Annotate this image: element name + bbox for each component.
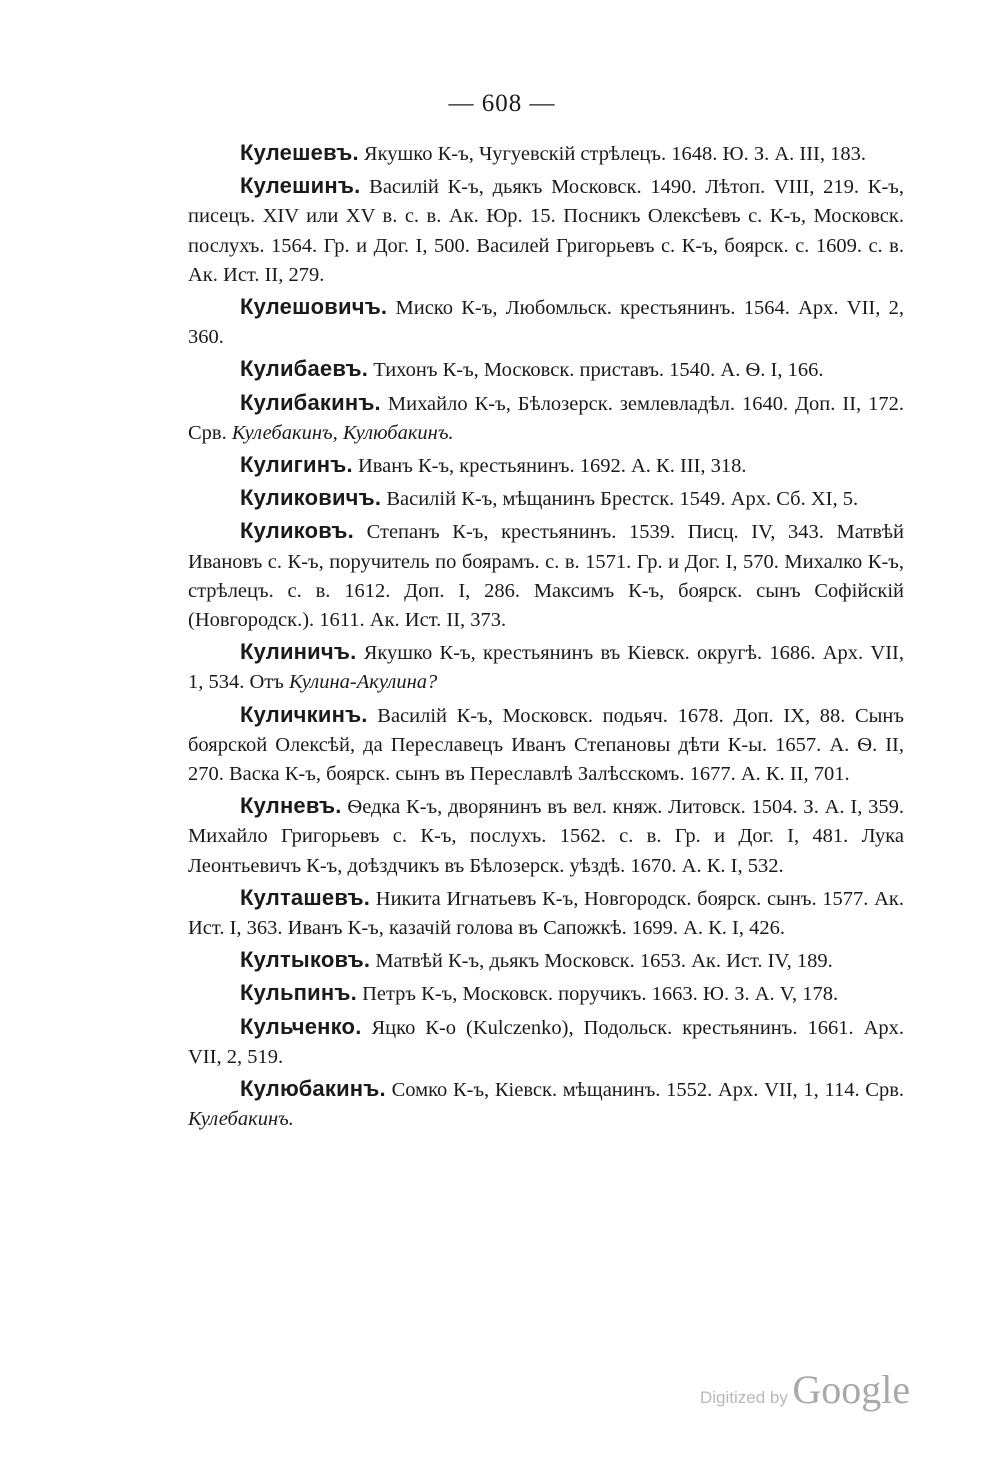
headword: Култыковъ. [240,947,371,973]
headword: Куликовичъ. [240,485,382,511]
cross-reference: Кулебакинъ, Кулюбакинъ. [231,421,454,444]
dictionary-entries [188,138,904,1137]
headword: Кулешевъ. [240,140,359,165]
headword: Кулешовичъ. [240,294,388,320]
entry [188,700,904,790]
entry-text: Тихонъ К-ъ, Московск. приставъ. 1540. А. Ѳ. I, 166. [373,359,824,382]
entry-text: Ѳедка К-ъ, дворянинъ въ вел. княж. Литовск. 1504. З. А. I, 359. Михайло Григорьевъ с. К-ъ, послухъ. 1562. с. в. Гр. и Дог. I, 481. Лука Леонтьевичъ К-ъ, доѣздчикъ въ Бѣлозерск. уѣздѣ. 1670. А. К. I, 532. [188,796,904,877]
entry [188,1074,904,1134]
entry-text: Петръ К-ъ, Московск. поручикъ. 1663. Ю. З. А. V, 178. [362,983,839,1006]
entry-text: Якушко К-ъ, крестьянинъ въ Кіевск. округѣ. 1686. Арх. VII, 1, 534. Отъ [188,642,905,694]
headword: Кулибаевъ. [240,356,369,382]
digitized-by-google-watermark [700,1366,910,1416]
entry-text: Василій К-ъ, мѣщанинъ Брестск. 1549. Арх. Сб. XI, 5. [386,488,859,511]
headword: Кулигинъ. [240,452,353,478]
entry [188,637,904,697]
entry [188,978,904,1009]
entry [188,516,904,635]
entry [188,450,904,481]
entry-text: Якушко К-ъ, Чугуевскій стрѣлецъ. 1648. Ю. З. А. III, 183. [363,143,867,165]
entry-text: Степанъ К-ъ, крестьянинъ. 1539. Писц. IV, 343. Матвѣй Ивановъ с. К-ъ, поручитель по боярамъ. с. в. 1571. Гр. и Дог. I, 570. Михалко К-ъ, стрѣлецъ. с. в. 1612. Доп. I, 286. Максимъ К-ъ, боярск. сынъ Софійскій (Новгородск.). 1611. Ак. Ист. II, 373. [188,521,904,632]
entry [188,354,904,385]
entry-text: Сомко К-ъ, Кіевск. мѣщанинъ. 1552. Арх. VII, 1, 114. Срв. [391,1079,905,1102]
headword: Кулешинъ. [240,173,361,199]
entry [188,791,904,881]
entry [188,483,904,514]
entry-text: Михайло К-ъ, Бѣлозерск. землевладѣл. 1640. Доп. II, 172. Срв. [188,392,905,444]
headword: Куличкинъ. [240,701,368,727]
entry-text: Никита Игнатьевъ К-ъ, Новгородск. боярск. сынъ. 1577. Ак. Ист. I, 363. Иванъ К-ъ, казачій голова въ Сапожкѣ. 1699. А. К. I, 426. [188,887,904,940]
entry-text: Яцко К-о (Kulczenko), Подольск. крестьянинъ. 1661. Арх. VII, 2, 519. [188,1016,905,1068]
entry-text: Василій К-ъ, дьякъ Московск. 1490. Лѣтоп. VIII, 219. К-ъ, писецъ. XIV или XV в. с. в. Ак. Юр. 15. Посникъ Олексѣевъ с. К-ъ, Московск. послухъ. 1564. Гр. и Дог. I, 500. Василей Григорьевъ с. К-ъ, боярск. с. 1609. с. в. Ак. Ист. II, 279. [188,176,904,286]
watermark-prefix: Digitized by [700,1388,788,1407]
entry [188,945,904,976]
headword: Кулюбакинъ. [240,1076,386,1102]
headword: Кулибакинъ. [240,389,381,415]
headword: Кулневъ. [240,793,342,819]
headword: Кульпинъ. [240,980,357,1006]
entry [188,388,904,448]
entry [188,883,904,943]
entry [188,292,904,352]
entry-text: Миско К-ъ, Любомльск. крестьянинъ. 1564. Арх. VII, 2, 360. [188,297,904,349]
entry [188,1012,904,1072]
headword: Кульченко. [240,1013,362,1039]
headword: Куликовъ. [240,518,354,544]
cross-reference: Кулина-Акулина? [289,671,438,694]
headword: Кулиничъ. [240,639,357,665]
page-number: — 608 — [448,90,556,117]
entry-text: Василій К-ъ, Московск. подьяч. 1678. Доп. IX, 88. Сынъ боярской Олексѣй, да Переславецъ Иванъ Степановы дѣти К-ы. 1657. А. Ѳ. II, 270. Васка К-ъ, боярск. сынъ въ Переславлѣ Залѣсскомъ. 1677. А. К. II, 701. [188,704,904,786]
entry [188,171,904,290]
entry-text: Иванъ К-ъ, крестьянинъ. 1692. А. К. III, 318. [357,455,747,478]
headword: Култашевъ. [240,884,371,910]
google-logo: Google [792,1367,911,1412]
entry-text: Матвѣй К-ъ, дьякъ Московск. 1653. Ак. Ист. IV, 189. [375,950,833,973]
entry [188,138,904,169]
cross-reference: Кулебакинъ. [188,1108,294,1131]
